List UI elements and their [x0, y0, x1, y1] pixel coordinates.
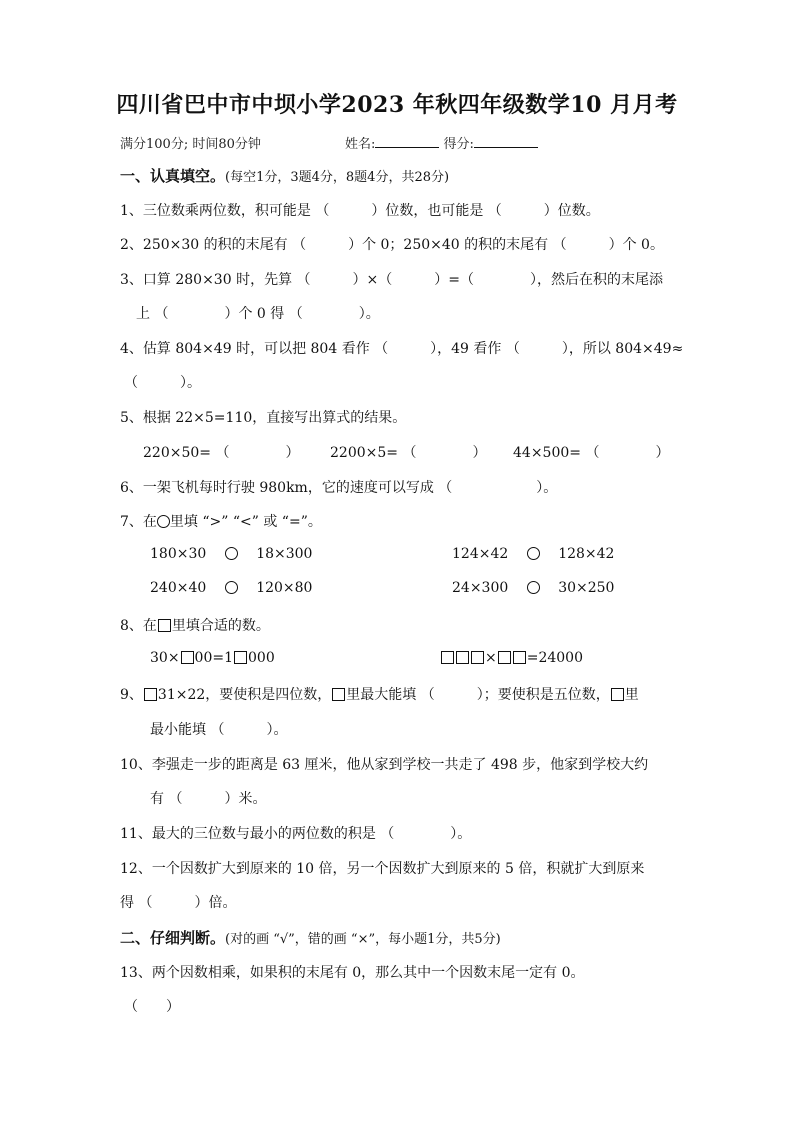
question-10-line-2: 有 （ ）米。 [150, 791, 267, 807]
q9-part-2: 31×22，要使积是四位数， [157, 687, 332, 703]
q7-item-4-left: 24×300 [452, 580, 509, 596]
question-4-line-2: （ ）。 [124, 375, 201, 391]
question-3-line-1: 3、口算 280×30 时，先算 （ ）×（ ）=（ ），然后在积的末尾添 [120, 272, 663, 288]
name-blank [375, 135, 439, 148]
square-box-icon [441, 651, 454, 664]
q8b-times: × [485, 650, 497, 666]
q9-part-4: 里 [624, 687, 639, 703]
square-box-icon [144, 688, 157, 701]
q8a-part-3: 000 [248, 650, 275, 666]
q7-item-1 [150, 546, 312, 562]
square-box-icon [332, 688, 345, 701]
q8b-result: =24000 [526, 650, 584, 666]
compare-circle-icon [225, 547, 238, 560]
section-1-note: (每空1分，3题4分，8题4分，共28分) [225, 170, 450, 185]
q8-item-a [150, 650, 275, 666]
q9-part-1: 9、 [120, 687, 143, 703]
square-box-icon [513, 651, 526, 664]
circle-icon [157, 515, 170, 528]
q7-item-2 [452, 546, 614, 562]
q5-item-3: 44×500= （ ） [513, 445, 670, 461]
score-blank [474, 135, 538, 148]
name-field [345, 133, 538, 152]
q9-part-3: 里最大能填 （ ）；要使积是五位数， [346, 687, 610, 703]
q7-item-2-left: 124×42 [452, 546, 509, 562]
score-label: 得分: [443, 137, 474, 152]
question-12-line-1: 12、一个因数扩大到原来的 10 倍，另一个因数扩大到原来的 5 倍，积就扩大到原来 [120, 861, 645, 877]
q7-item-1-right: 18×300 [256, 546, 313, 562]
q7-item-3-right: 120×80 [256, 580, 313, 596]
score-time-info: 满分100分; 时间80分钟 [120, 137, 261, 152]
name-label: 姓名: [345, 137, 376, 152]
q8-item-b [440, 650, 583, 666]
question-9-line-1 [120, 684, 639, 704]
question-3-line-2: 上 （ ）个 0 得 （ ）。 [136, 306, 380, 322]
q8a-part-1: 30× [150, 650, 180, 666]
q5-item-1: 220×50= （ ） [143, 445, 300, 461]
square-box-icon [456, 651, 469, 664]
question-2: 2、250×30 的积的末尾有 （ ）个 0；250×40 的积的末尾有 （ ）个 0。 [120, 237, 664, 253]
square-box-icon [158, 619, 171, 632]
question-12-line-2: 得 （ ）倍。 [120, 895, 237, 911]
page-title: 四川省巴中市中坝小学2023 年秋四年级数学10 月月考 [116, 92, 678, 118]
square-box-icon [234, 651, 247, 664]
question-6: 6、一架飞机每时行驶 980km，它的速度可以写成 （ ）。 [120, 480, 558, 496]
compare-circle-icon [527, 547, 540, 560]
q8-prefix: 8、在 [120, 618, 157, 634]
square-box-icon [181, 651, 194, 664]
q5-item-2: 2200×5= （ ） [330, 445, 487, 461]
square-box-icon [611, 688, 624, 701]
question-11: 11、最大的三位数与最小的两位数的积是 （ ）。 [120, 826, 472, 842]
q8-suffix: 里填合适的数。 [171, 618, 270, 634]
question-5: 5、根据 22×5=110，直接写出算式的结果。 [120, 410, 407, 426]
question-7 [120, 511, 322, 531]
section-1-title: 一、认真填空。 [120, 167, 226, 185]
q7-item-4 [452, 580, 614, 596]
section-1-heading [120, 165, 449, 186]
q7-item-3 [150, 580, 312, 596]
q7-item-2-right: 128×42 [558, 546, 615, 562]
section-2-title: 二、仔细判断。 [120, 929, 226, 947]
question-13-line-2: （ ） [124, 999, 180, 1015]
section-2-heading [120, 927, 501, 948]
question-4-line-1: 4、估算 804×49 时，可以把 804 看作 （ ），49 看作 （ ），所以 804×49≈ [120, 341, 684, 357]
q7-item-3-left: 240×40 [150, 580, 207, 596]
question-9-line-2: 最小能填 （ ）。 [150, 722, 288, 738]
q7-item-1-left: 180×30 [150, 546, 207, 562]
question-10-line-1: 10、李强走一步的距离是 63 厘米，他从家到学校一共走了 498 步，他家到学校大约 [120, 757, 649, 773]
q7-item-4-right: 30×250 [558, 580, 615, 596]
square-box-icon [498, 651, 511, 664]
question-13-line-1: 13、两个因数相乘，如果积的末尾有 0，那么其中一个因数末尾一定有 0。 [120, 965, 585, 981]
question-1: 1、三位数乘两位数，积可能是 （ ）位数，也可能是 （ ）位数。 [120, 203, 600, 219]
question-8 [120, 615, 270, 635]
q7-suffix: 里填 “>” “<” 或 “=”。 [169, 514, 322, 530]
compare-circle-icon [225, 581, 238, 594]
square-box-icon [471, 651, 484, 664]
compare-circle-icon [527, 581, 540, 594]
q7-prefix: 7、在 [120, 514, 157, 530]
section-2-note: (对的画 “√”，错的画 “×”，每小题1分，共5分) [225, 932, 501, 947]
q8a-part-2: 00=1 [194, 650, 233, 666]
